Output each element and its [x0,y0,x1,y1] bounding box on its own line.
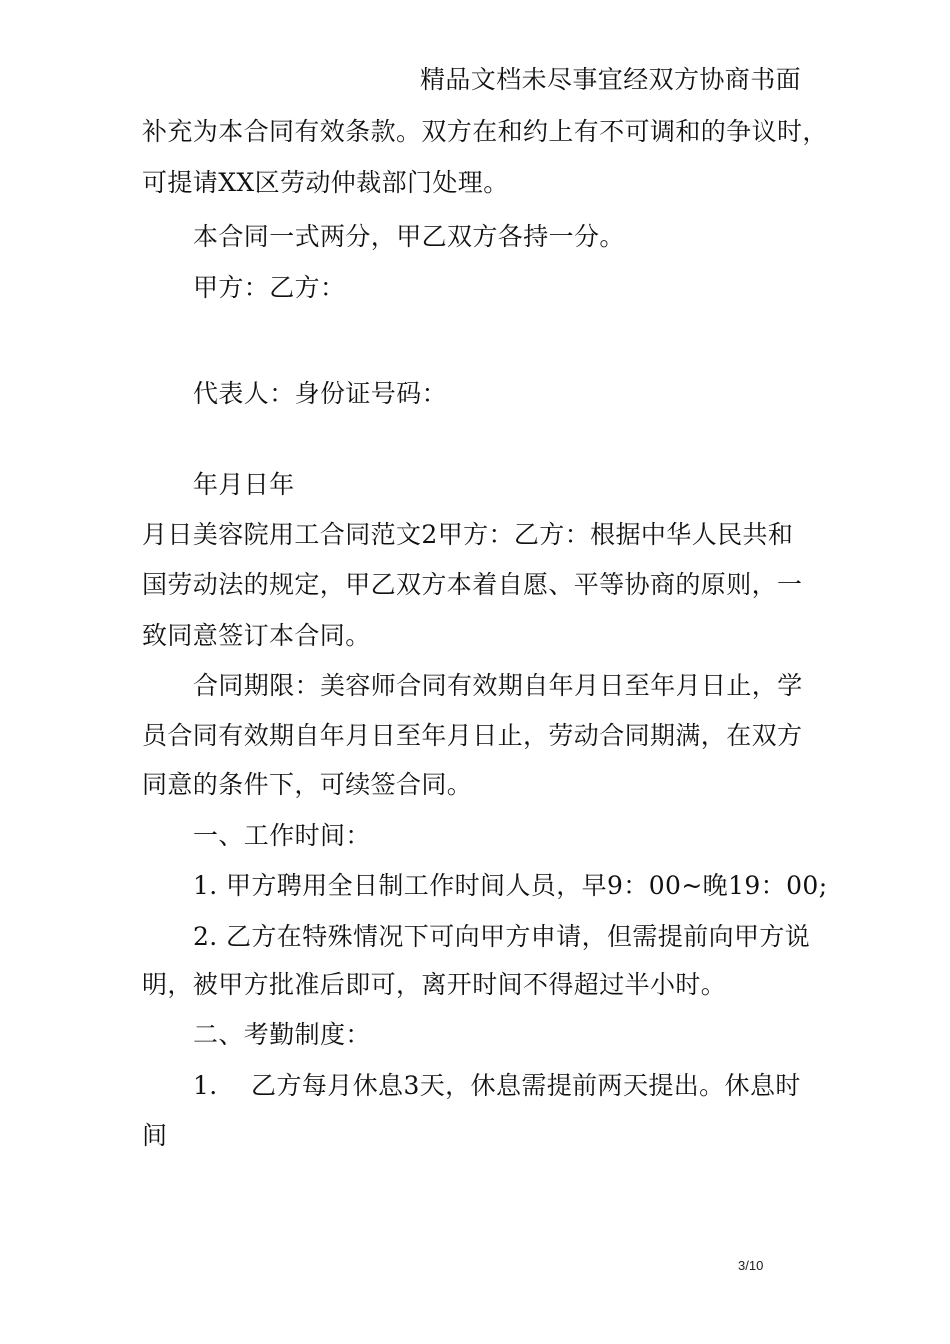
paragraph-line: 致同意签订本合同。 [142,621,371,650]
paragraph-line: 员合同有效期自年月日至年月日止，劳动合同期满，在双方 [142,721,803,750]
paragraph-line: 可提请XX区劳动仲裁部门处理。 [142,168,509,197]
section-heading: 一、工作时间： [193,821,371,850]
paragraph-line: 明，被甲方批准后即可，离开时间不得超过半小时。 [142,970,727,999]
paragraph-line: 月日美容院用工合同范文2甲方：乙方：根据中华人民共和 [142,520,794,549]
section-heading: 二、考勤制度： [193,1020,371,1049]
paragraph-line: 国劳动法的规定，甲乙双方本着自愿、平等协商的原则，一 [142,570,803,599]
representative-line: 代表人：身份证号码： [193,379,448,408]
paragraph-line: 同意的条件下，可续签合同。 [142,770,473,799]
list-item: 1. 甲方聘用全日制工作时间人员，早9：00~晚19：00; [193,871,828,900]
list-item: 2. 乙方在特殊情况下可向甲方申请，但需提前向甲方说 [193,922,811,951]
paragraph-line: 补充为本合同有效条款。双方在和约上有不可调和的争议时， [142,117,828,146]
date-line: 年月日年 [193,470,295,499]
paragraph-line: 间 [142,1121,168,1150]
list-item: 1. 乙方每月休息3天，休息需提前两天提出。休息时 [193,1071,801,1100]
page-number: 3/10 [738,1258,764,1273]
party-line: 甲方：乙方： [193,273,346,302]
paragraph-line: 合同期限：美容师合同有效期自年月日至年月日止，学 [193,671,803,700]
header-line: 精品文档未尽事宜经双方协商书面 [420,65,802,94]
paragraph-line: 本合同一式两分，甲乙双方各持一分。 [193,222,625,251]
